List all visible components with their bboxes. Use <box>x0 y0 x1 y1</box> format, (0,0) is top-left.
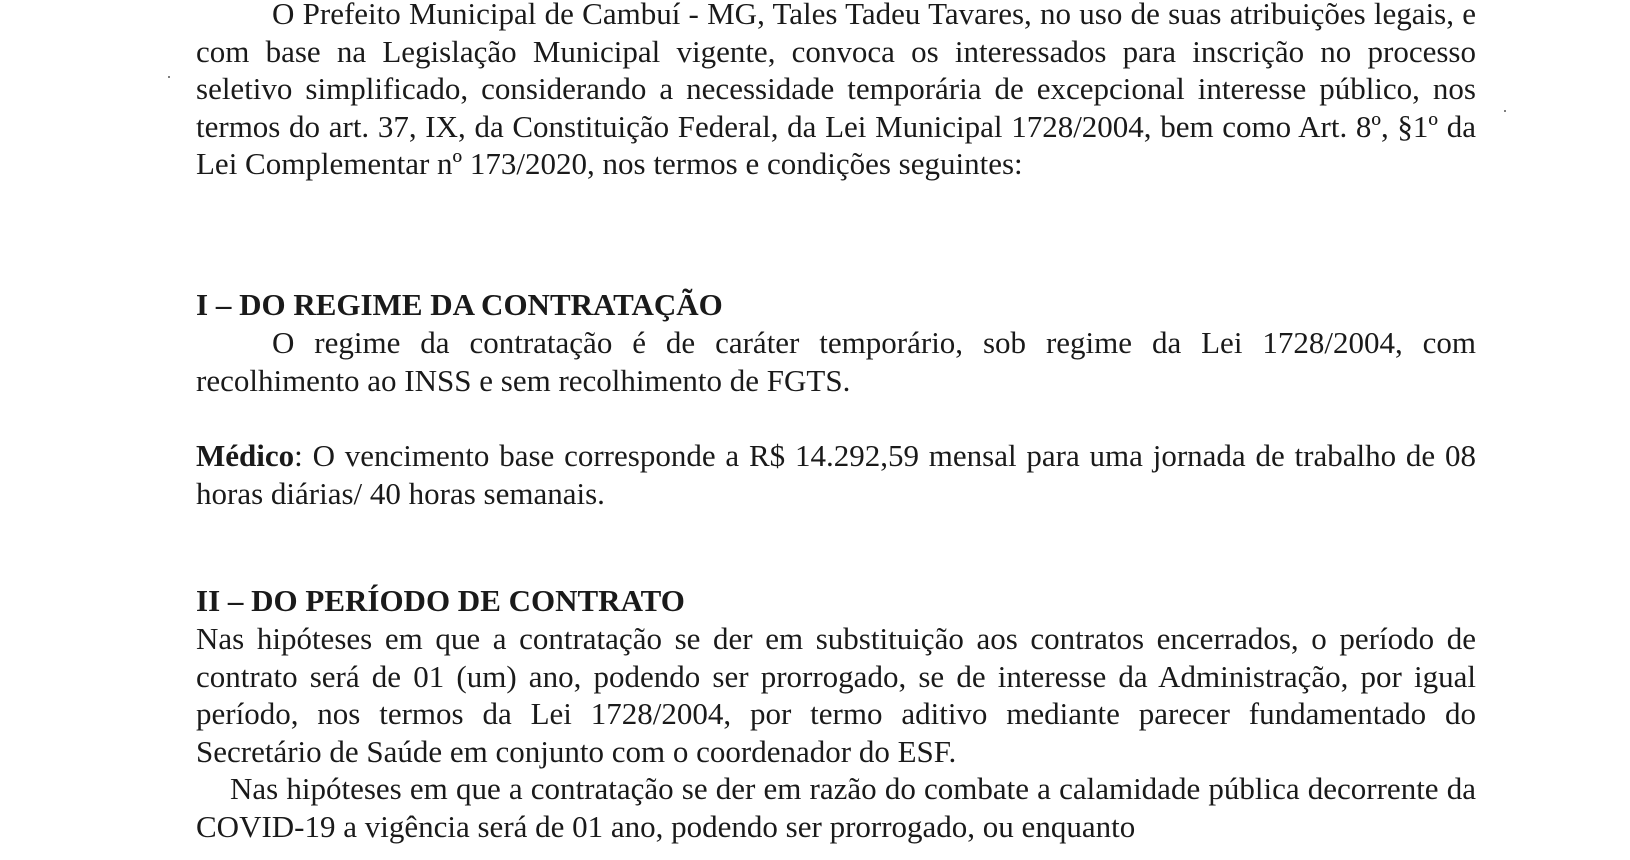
medico-label: Médico <box>196 438 295 473</box>
section-2-paragraph-1: Nas hipóteses em que a contratação se der em substituição aos contratos encerrados, o período de contrato será de 01 (um) ano, podendo ser prorrogado, se de interesse da Administração, por igual período, nos termos da Lei 1728/2004, por termo aditivo mediante parecer fundamentado do Secretário de Saúde em conjunto com o coordenador do ESF. <box>196 621 1476 769</box>
scan-speck <box>168 76 170 78</box>
section-1-heading: I – DO REGIME DA CONTRATAÇÃO <box>196 287 723 322</box>
section-1-paragraph: O regime da contratação é de caráter temporário, sob regime da Lei 1728/2004, com recolhimento ao INSS e sem recolhimento de FGTS. <box>196 325 1476 398</box>
medico-salary-paragraph <box>196 437 1476 512</box>
section-2-paragraph-2: Nas hipóteses em que a contratação se der em razão do combate a calamidade pública decorrente da COVID-19 a vigência será de 01 ano, podendo ser prorrogado, ou enquanto <box>196 771 1476 844</box>
section-2-heading: II – DO PERÍODO DE CONTRATO <box>196 583 685 618</box>
intro-paragraph: O Prefeito Municipal de Cambuí - MG, Tales Tadeu Tavares, no uso de suas atribuições legais, e com base na Legislação Municipal vigente, convoca os interessados para inscrição no processo seletivo simplificado, considerando a necessidade temporária de excepcional interesse público, nos termos do art. 37, IX, da Constituição Federal, da Lei Municipal 1728/2004, bem como Art. 8º, §1º da Lei Complementar nº 173/2020, nos termos e condições seguintes: <box>196 0 1476 181</box>
scan-speck <box>1504 110 1506 112</box>
medico-salary-text: : O vencimento base corresponde a R$ 14.292,59 mensal para uma jornada de trabalho de 08 horas diárias/ 40 horas semanais. <box>196 438 1476 511</box>
